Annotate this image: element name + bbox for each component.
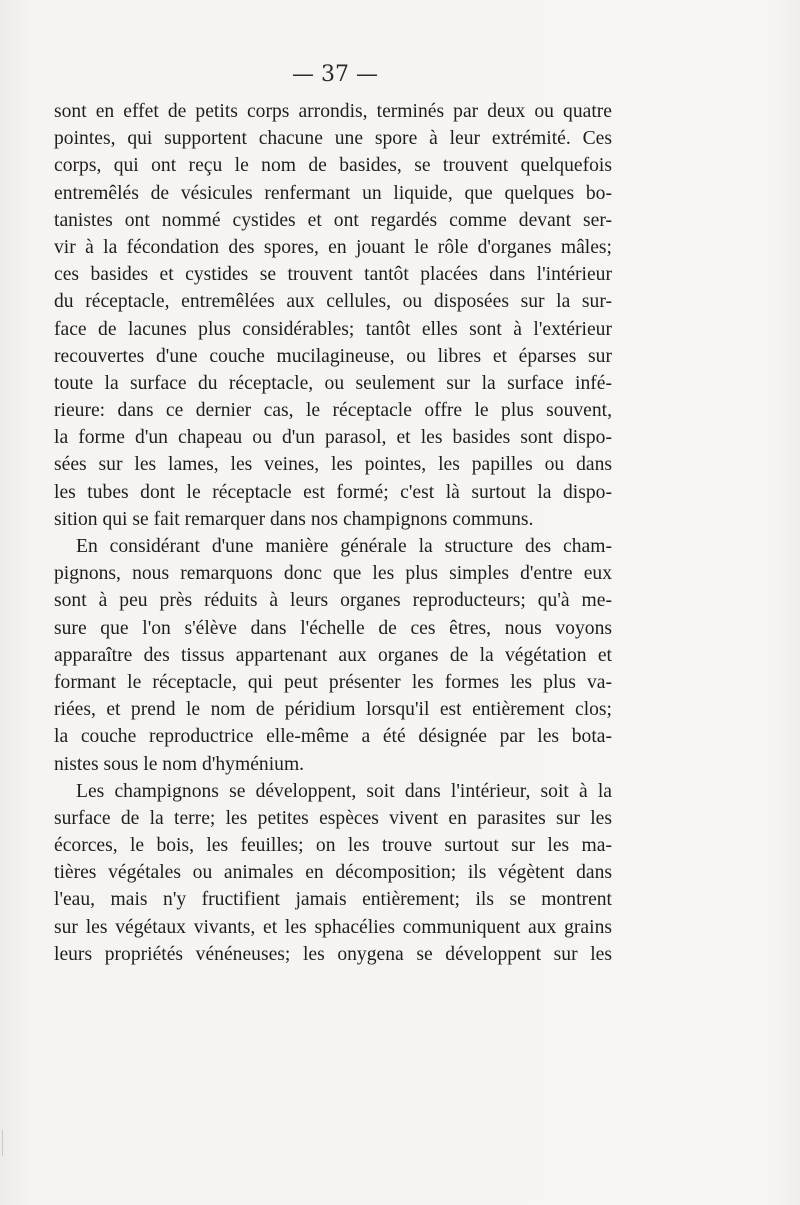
text-line: sont en effet de petits corps arrondis, terminés par deux ou quatre (54, 101, 612, 122)
text-line: recouvertes d'une couche mucilagineuse, ou libres et éparses sur (54, 345, 612, 367)
text-line: apparaître des tissus appartenant aux organes de la végétation et (54, 644, 612, 666)
text-line: sées sur les lames, les veines, les pointes, les papilles ou dans (54, 454, 612, 476)
text-line: l'eau, mais n'y fructifient jamais entièrement; ils se montrent (54, 889, 612, 911)
text-line: En considérant d'une manière générale la structure des cham- (76, 536, 612, 557)
text-line: la forme d'un chapeau ou d'un parasol, et les basides sont dispo- (54, 427, 612, 449)
page-number (0, 62, 640, 87)
text-line: riées, et prend le nom de péridium lorsqu'il est entièrement clos; (54, 699, 612, 721)
text-line: formant le réceptacle, qui peut présenter les formes les plus va- (54, 671, 612, 693)
text-line: leurs propriétés vénéneuses; les onygena se développent sur les (54, 943, 612, 965)
body-text (54, 98, 612, 968)
text-line: toute la surface du réceptacle, ou seulement sur la surface infé- (54, 372, 612, 394)
text-line: rieure: dans ce dernier cas, le réceptacle offre le plus souvent, (54, 400, 612, 422)
text-line: sur les végétaux vivants, et les sphacélies communiquent aux grains (54, 916, 612, 938)
text-line: tanistes ont nommé cystides et ont regardés comme devant ser- (54, 209, 612, 231)
text-line: face de lacunes plus considérables; tantôt elles sont à l'extérieur (54, 318, 612, 340)
text-line: pignons, nous remarquons donc que les plus simples d'entre eux (54, 563, 612, 585)
text-line: sition qui se fait remarquer dans nos champignons communs. (54, 508, 534, 530)
text-line: entremêlés de vésicules renfermant un liquide, que quelques bo- (54, 182, 612, 204)
margin-mark (2, 1130, 3, 1156)
text-line: ces basides et cystides se trouvent tantôt placées dans l'intérieur (54, 264, 612, 286)
text-line: écorces, le bois, les feuilles; on les trouve surtout sur les ma- (54, 835, 612, 857)
text-line: tières végétales ou animales en décomposition; ils végètent dans (54, 862, 612, 884)
text-line: surface de la terre; les petites espèces vivent en parasites sur les (54, 807, 612, 829)
text-line: corps, qui ont reçu le nom de basides, se trouvent quelquefois (54, 155, 612, 177)
text-line: sure que l'on s'élève dans l'échelle de ces êtres, nous voyons (54, 617, 612, 639)
text-line: sont à peu près réduits à leurs organes reproducteurs; qu'à me- (54, 590, 612, 612)
text-line: pointes, qui supportent chacune une spore à leur extrémité. Ces (54, 128, 612, 150)
page-number-text: — 37 — (292, 62, 378, 87)
text-line: nistes sous le nom d'hyménium. (54, 753, 305, 775)
text-line: Les champignons se développent, soit dans l'intérieur, soit à la (76, 780, 612, 802)
text-line: la couche reproductrice elle-même a été désignée par les bota- (54, 726, 612, 748)
text-line: vir à la fécondation des spores, en jouant le rôle d'organes mâles; (54, 236, 612, 258)
text-line: les tubes dont le réceptacle est formé; c'est là surtout la dispo- (54, 481, 612, 503)
text-line: du réceptacle, entremêlées aux cellules, ou disposées sur la sur- (54, 291, 612, 313)
